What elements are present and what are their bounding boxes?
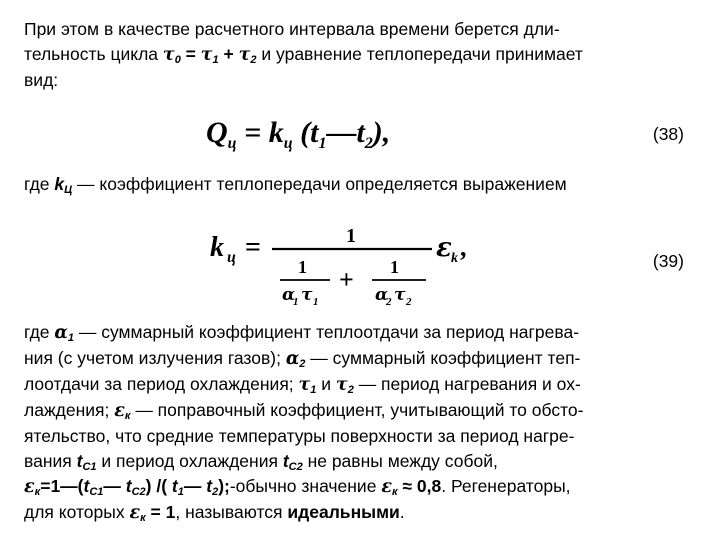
- formula-symbol: t: [356, 116, 365, 149]
- formula-symbol: k: [268, 116, 284, 149]
- tau-symbol: τ: [298, 375, 311, 395]
- text: и период охлаждения: [96, 451, 283, 471]
- text: и уравнение теплопередачи принимает: [256, 44, 583, 64]
- equation-number-39: (39): [652, 251, 684, 271]
- formula-symbol: ,: [460, 233, 467, 262]
- formula-symbol: k: [210, 232, 224, 263]
- epsilon-symbol: ε: [24, 477, 35, 497]
- subscript: к: [391, 486, 398, 498]
- alpha-symbol: α: [54, 323, 68, 343]
- subscript: 2: [212, 486, 219, 498]
- t-symbol: t: [171, 476, 178, 496]
- text: =1—(: [40, 476, 84, 496]
- text: При этом в качестве расчетного интервала времени берется дли-: [24, 19, 560, 39]
- alpha-symbol: α: [285, 349, 300, 369]
- epsilon-symbol: ε: [114, 401, 125, 421]
- epsilon-symbol: ε: [381, 477, 392, 497]
- tau-symbol: τ: [335, 375, 348, 395]
- text: — суммарный коэффициент теплоотдачи за период нагрева-: [74, 322, 580, 342]
- text: где: [24, 174, 55, 194]
- subscript: C2: [131, 486, 146, 498]
- intro-paragraph: [24, 17, 704, 93]
- text: ятельство, что средние температуры поверхности за период нагре-: [24, 426, 575, 446]
- formula-symbol: +: [339, 265, 354, 294]
- t-symbol: t: [83, 476, 90, 496]
- text: и: [316, 374, 336, 394]
- tau-symbol: τ: [200, 45, 213, 65]
- k-definition-line: [24, 172, 704, 197]
- text: лаждения;: [24, 400, 115, 420]
- text: — коэффициент теплопередачи определяется выражением: [72, 174, 567, 194]
- text: .: [399, 502, 405, 522]
- subscript: C2: [288, 461, 303, 473]
- subscript: к: [140, 512, 146, 524]
- k-symbol: k: [54, 174, 65, 194]
- alpha-symbol: α: [375, 285, 389, 305]
- text: не равны между собой,: [302, 451, 498, 471]
- tau-symbol: τ: [162, 45, 175, 65]
- subscript: Ц: [64, 184, 73, 196]
- subscript: к: [34, 486, 41, 498]
- formula-symbol: t: [310, 116, 319, 149]
- text: +: [218, 44, 239, 64]
- t-symbol: t: [206, 476, 213, 496]
- subscript: 1: [293, 296, 299, 308]
- text: -обычно значение: [229, 476, 382, 496]
- bold-term: идеальными: [287, 502, 400, 522]
- text: =: [180, 44, 201, 64]
- subscript: 1: [177, 486, 184, 498]
- equation-39: [200, 220, 500, 315]
- subscript: 2: [386, 296, 392, 308]
- formula-symbol: 1: [390, 257, 399, 277]
- text: вид:: [24, 70, 59, 90]
- subscript: к: [124, 410, 131, 422]
- formula-symbol: (: [292, 116, 311, 149]
- subscript: k: [451, 251, 458, 266]
- text: лоотдачи за период охлаждения;: [24, 374, 299, 394]
- text: — суммарный коэффициент теп-: [305, 348, 581, 368]
- text: 0,8: [412, 476, 442, 496]
- text: где: [24, 322, 55, 342]
- subscript: 2: [250, 54, 257, 66]
- t-symbol: t: [125, 476, 132, 496]
- equation-number-38: (38): [652, 124, 684, 144]
- tau-symbol: τ: [238, 45, 251, 65]
- subscript: 1: [318, 135, 327, 152]
- subscript: 2: [406, 296, 412, 308]
- alpha-symbol: α: [282, 285, 296, 305]
- subscript: 1: [310, 384, 317, 396]
- text: — период нагревания и ох-: [353, 374, 581, 394]
- subscript: 2: [347, 384, 354, 396]
- formula-symbol: 1: [346, 225, 356, 247]
- approx-symbol: ≈: [402, 476, 413, 496]
- subscript: C1: [89, 486, 104, 498]
- text: для которых: [24, 502, 130, 522]
- epsilon-symbol: ε: [129, 503, 141, 523]
- text: = 1: [145, 502, 176, 522]
- subscript: 1: [313, 296, 319, 308]
- subscript: 1: [67, 332, 74, 344]
- subscript: 1: [212, 54, 219, 66]
- subscript: ц: [227, 249, 236, 266]
- formula-symbol: =: [245, 232, 261, 263]
- formula-symbol: ),: [372, 116, 391, 149]
- text: . Регенераторы,: [441, 476, 571, 496]
- subscript: ц: [283, 135, 293, 152]
- text: —: [183, 476, 207, 496]
- formula-symbol: Q: [206, 116, 228, 149]
- formula-symbol: —: [326, 116, 357, 149]
- text: ) /(: [145, 476, 172, 496]
- subscript: 2: [364, 135, 373, 152]
- formula-symbol: 1: [298, 257, 307, 277]
- formula-symbol: =: [236, 116, 269, 149]
- subscript: 0: [174, 54, 181, 66]
- text: —: [103, 476, 126, 496]
- tau-symbol: τ: [301, 285, 313, 305]
- subscript: 2: [299, 358, 306, 370]
- text: );: [218, 476, 230, 496]
- subscript: C1: [82, 461, 97, 473]
- equation-38: [206, 116, 390, 150]
- text: вания: [24, 451, 77, 471]
- explanation-paragraph: [24, 320, 704, 526]
- epsilon-symbol: ε: [436, 233, 452, 263]
- text: ния (с учетом излучения газов);: [24, 348, 286, 368]
- text: — поправочный коэффициент, учитывающий то обсто-: [130, 400, 584, 420]
- tau-symbol: τ: [394, 285, 406, 305]
- subscript: ц: [227, 135, 237, 152]
- t-symbol: t: [282, 451, 289, 471]
- text: тельность цикла: [24, 44, 163, 64]
- text: , называются: [175, 502, 288, 522]
- t-symbol: t: [76, 451, 83, 471]
